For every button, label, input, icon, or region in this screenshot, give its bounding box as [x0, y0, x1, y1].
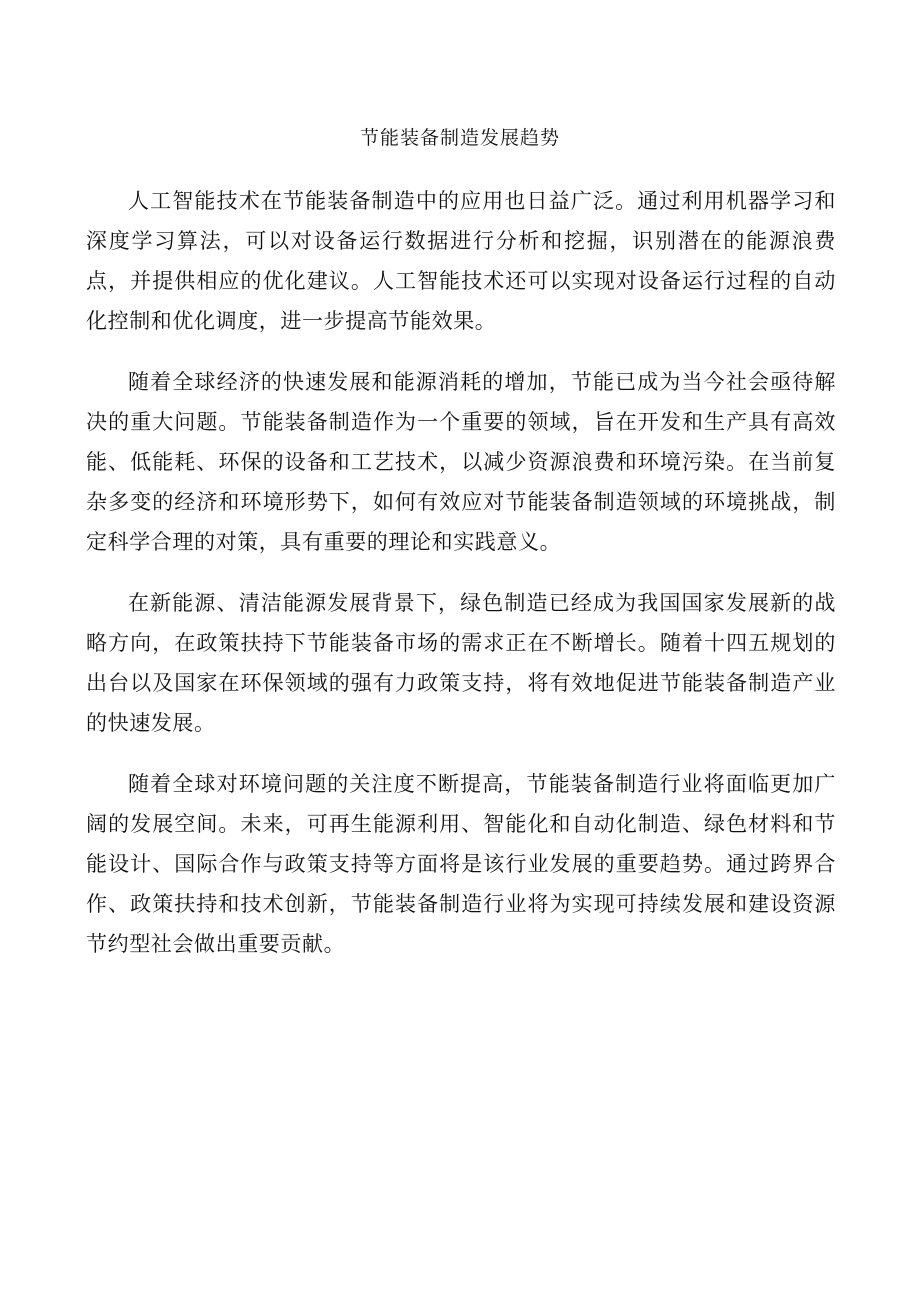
- document-title: 节能装备制造发展趋势: [359, 127, 560, 149]
- paragraph-3: 在新能源、清洁能源发展背景下，绿色制造已经成为我国国家发展新的战略方向，在政策扶持下节能装备市场的需求正在不断增长。随着十四五规划的出台以及国家在环保领域的强有力政策支持，将有效地促进节能装备制造产业的快速发展。: [86, 591, 836, 735]
- document-body: [86, 181, 836, 985]
- paragraph-4: 随着全球对环境问题的关注度不断提高，节能装备制造行业将面临更加广阔的发展空间。未来，可再生能源利用、智能化和自动化制造、绿色材料和节能设计、国际合作与政策支持等方面将是该行业发展的重要趋势。通过跨界合作、政策扶持和技术创新，节能装备制造行业将为实现可持续发展和建设资源节约型社会做出重要贡献。: [86, 772, 836, 956]
- paragraph-1: 人工智能技术在节能装备制造中的应用也日益广泛。通过利用机器学习和深度学习算法，可以对设备运行数据进行分析和挖掘，识别潜在的能源浪费点，并提供相应的优化建议。人工智能技术还可以实现对设备运行过程的自动化控制和优化调度，进一步提高节能效果。: [86, 189, 836, 333]
- paragraph-2: 随着全球经济的快速发展和能源消耗的增加，节能已成为当今社会亟待解决的重大问题。节能装备制造作为一个重要的领域，旨在开发和生产具有高效能、低能耗、环保的设备和工艺技术，以减少资源浪费和环境污染。在当前复杂多变的经济和环境形势下，如何有效应对节能装备制造领域的环境挑战，制定科学合理的对策，具有重要的理论和实践意义。: [86, 370, 836, 554]
